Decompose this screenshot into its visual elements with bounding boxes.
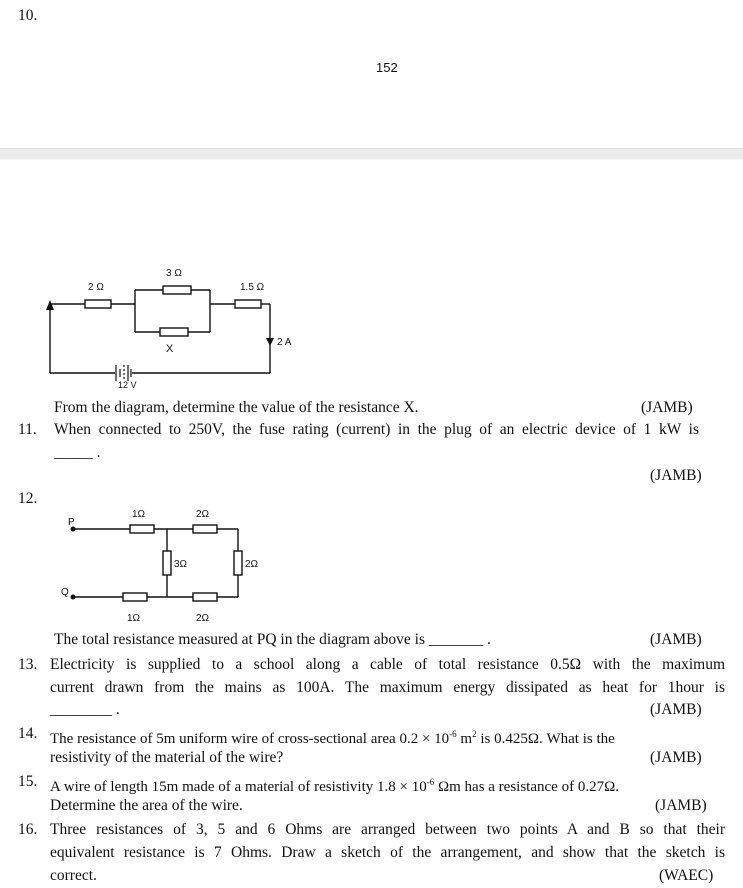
q12-number: 12. [18, 490, 38, 507]
q12-text: The total resistance measured at PQ in the diagram above is _______ . [54, 631, 491, 648]
q13-source: (JAMB) [650, 701, 702, 718]
q14-line1-a: The resistance of 5m uniform wire of cross-sectional area 0.2 × 10 [50, 731, 450, 747]
q12-mid-r2-label: 2Ω [245, 559, 259, 570]
q12-bot-r2-label: 2Ω [196, 613, 210, 624]
q16-line2: equivalent resistance is 7 Ohms. Draw a sketch of the arrangement, and show that the sketch is [50, 844, 725, 861]
q14-source: (JAMB) [650, 749, 702, 766]
q14-line1-c: is 0.425Ω. What is the [476, 731, 615, 747]
q15-source: (JAMB) [655, 797, 707, 814]
q15-line1-a: A wire of length 15m made of a material of resistivity 1.8 × 10 [50, 779, 427, 795]
q12-circuit-diagram [55, 503, 295, 628]
q14-number: 14. [18, 725, 38, 742]
q14-line2: resistivity of the material of the wire? [50, 749, 284, 766]
q11-number: 11. [18, 421, 37, 438]
q10-r-left-label: 2 Ω [88, 282, 104, 293]
page-divider [0, 148, 743, 160]
page-number: 152 [376, 60, 398, 75]
q15-line1-b: Ωm has a resistance of 0.27Ω. [434, 779, 619, 795]
q12-mid-r1-label: 3Ω [174, 559, 188, 570]
q12-bot-r1-label: 1Ω [127, 613, 141, 624]
q11-text: When connected to 250V, the fuse rating (current) in the plug of an electric device of 1 kW is [54, 421, 699, 438]
q12-top-r1-label: 1Ω [132, 509, 146, 520]
q14-line1 [50, 724, 615, 749]
q10-r-top-label: 3 Ω [166, 268, 182, 279]
q15-line2: Determine the area of the wire. [50, 797, 243, 814]
q14-line1-b: m [456, 731, 473, 747]
q12-top-r2-label: 2Ω [196, 509, 210, 520]
q10-source: (JAMB) [641, 399, 693, 416]
q16-number: 16. [18, 821, 38, 838]
q12-label-p: P [68, 517, 75, 528]
q11-blank: _____ . [54, 444, 101, 461]
q16-source: (WAEC) [659, 867, 714, 884]
q16-line1: Three resistances of 3, 5 and 6 Ohms are arranged between two points A and B so that their [50, 821, 725, 838]
q10-battery-label: 12 V [118, 380, 137, 388]
q10-circuit-diagram [40, 258, 310, 388]
q16-line3: correct. [50, 867, 97, 884]
q10-r-x-label: X [166, 343, 174, 355]
q13-line1: Electricity is supplied to a school along a cable of total resistance 0.5Ω with the maximum [50, 656, 725, 673]
q12-label-q: Q [61, 587, 69, 598]
q14-exp2: 2 [472, 729, 477, 739]
q11-source: (JAMB) [650, 467, 702, 484]
q10-r-right-label: 1.5 Ω [240, 282, 265, 293]
q13-line2: current drawn from the mains as 100A. The maximum energy dissipated as heat for 1hour is [50, 679, 725, 696]
q15-line1 [50, 772, 619, 797]
previous-question-number: 10. [18, 7, 38, 24]
q15-number: 15. [18, 773, 38, 790]
q10-text: From the diagram, determine the value of the resistance X. [54, 399, 419, 416]
q13-line3: ________ . [50, 701, 120, 718]
q13-number: 13. [18, 656, 38, 673]
q10-current-label: 2 A [277, 337, 292, 348]
q12-source: (JAMB) [650, 631, 702, 648]
q14-exp: -6 [449, 729, 457, 739]
q15-exp: -6 [426, 777, 435, 787]
